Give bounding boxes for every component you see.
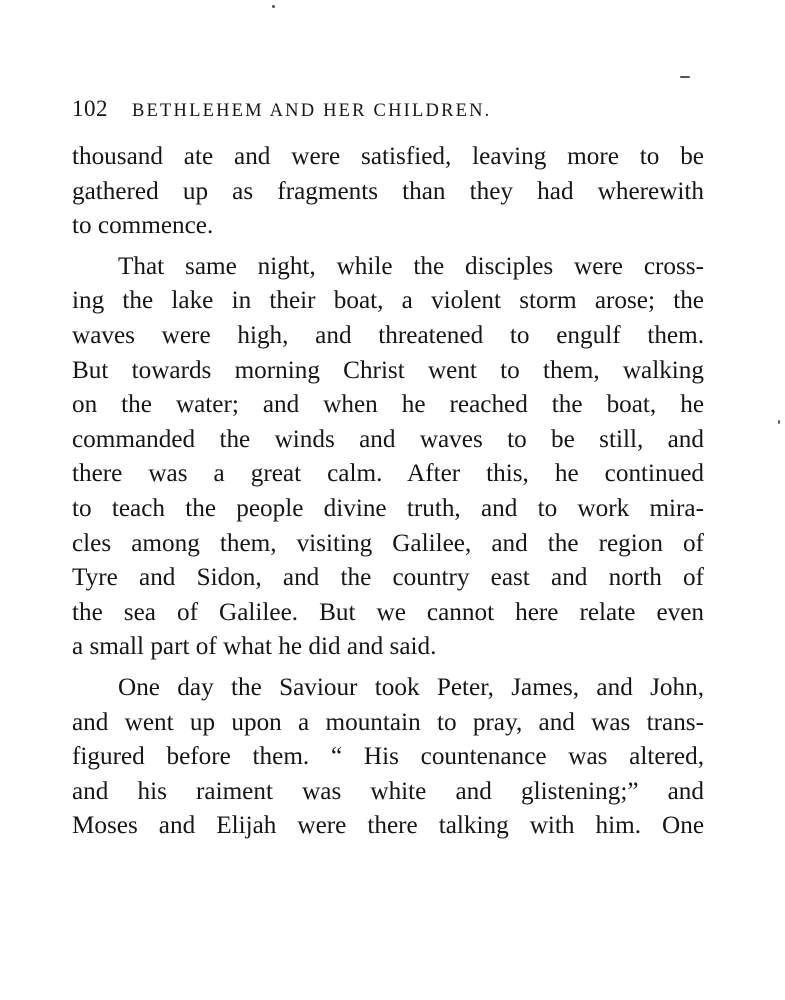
text-line: on the water; and when he reached the boat, he	[72, 391, 704, 419]
paragraph	[72, 671, 704, 844]
paragraph	[72, 250, 704, 665]
text-line: the sea of Galilee. But we cannot here relate even	[72, 598, 704, 626]
text-line: and his raiment was white and glistening;” and	[72, 777, 704, 805]
text-line: But towards morning Christ went to them, walking	[72, 356, 704, 384]
body-text	[72, 140, 704, 844]
text-line: That same night, while the disciples were cross-	[118, 252, 704, 280]
text-line: there was a great calm. After this, he continued	[72, 460, 704, 488]
text-line: to commence.	[72, 212, 214, 240]
text-line: cles among them, visiting Galilee, and the region of	[72, 529, 704, 557]
text-line: gathered up as fragments than they had wherewith	[72, 177, 704, 205]
text-line: thousand ate and were satisfied, leaving more to be	[72, 143, 704, 170]
scan-speck	[778, 420, 780, 424]
running-title: BETHLEHEM AND HER CHILDREN.	[132, 101, 492, 121]
text-line: Tyre and Sidon, and the country east and north of	[72, 564, 704, 592]
text-line: commanded the winds and waves to be still, and	[72, 425, 704, 453]
text-line: a small part of what he did and said.	[72, 633, 437, 661]
text-line: ing the lake in their boat, a violent storm arose; the	[72, 287, 704, 315]
running-header	[72, 96, 704, 126]
text-line: figured before them. “ His countenance was altered,	[72, 743, 704, 771]
page-number: 102	[72, 96, 108, 121]
paragraph	[72, 140, 704, 244]
text-line: Moses and Elijah were there talking with him. One	[72, 812, 704, 840]
text-line: to teach the people divine truth, and to work mira-	[72, 494, 704, 522]
scan-speck	[680, 76, 690, 78]
scan-speck	[272, 5, 275, 8]
text-line: One day the Saviour took Peter, James, and John,	[118, 673, 704, 701]
text-line: and went up upon a mountain to pray, and was trans-	[72, 708, 704, 736]
text-line: waves were high, and threatened to engulf them.	[72, 321, 704, 349]
